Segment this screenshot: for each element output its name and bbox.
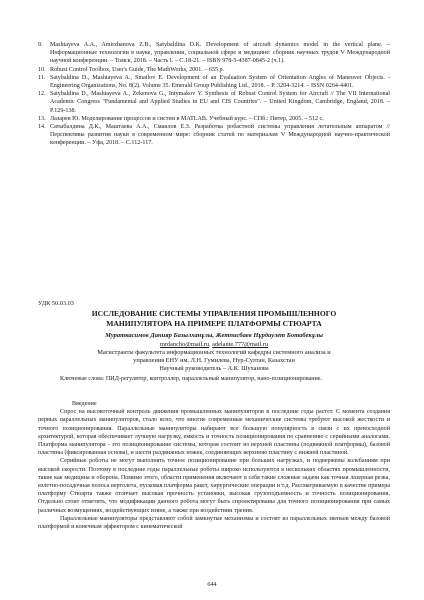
- authors: Мураткасимов Данияр Базылханұлы, Жетписбаев Нұрдаулет Ботабекұлы: [105, 332, 323, 339]
- reference-item: [38, 74, 390, 90]
- reference-number: 13.: [38, 115, 46, 122]
- author-emails: [38, 341, 390, 349]
- paragraph: Параллельные манипуляторы представляют собой замкнутые механизмы и состоят из параллельных звеньев между базовой платформой и конечным эффектором с кинематической: [38, 515, 390, 531]
- reference-number: 10.: [38, 66, 46, 73]
- keywords: Ключевые слова: ПИД-регулятор, контроллер, параллельный манипулятор, нано-позиционирование.: [60, 376, 322, 382]
- reference-number: 11.: [38, 74, 46, 81]
- reference-text: Mashtayeva A.A., Amirzhanova Z.B., Satybaldina D.K. Development of aircraft dynamics model in the vertical plane. – Информационные технологии в науке, управлении, социальной сфере и медицине: сборник научных трудов V Международной научной конференции. – Томск, 2018. – Часть I. – С.18-21. – ISBN 978-5-4387-0845-2 (ч.1).: [50, 42, 390, 65]
- paragraph: Серийные роботы не могут выполнять точное позиционирование при больших нагрузках, и подвержены колебаниям при высокой скорости. Поэтому в последние годы параллельные роботы широко используются в нескольких областях промышленности, такие как медицина и оборона. Помимо этого, области применения включают в себя такие сложные задачи как точная лазерная резка, взлетно-посадочная полоса вертолета, пусковая платформа ракет, хирургические операции и т.д. Рассматриваемую в качестве примера платформу Стюарта также отличает высокая прочность установки, высокая грузоподъемность и точность позиционирования. Отдельно стоит отметить, что модификации данного робота могут быть спроектированы для точного позиционирования при самых различных возмущениях, воздействующих извне, а также при воздействии трения.: [38, 458, 390, 514]
- article-title: [38, 309, 390, 328]
- email-separator: ,: [209, 341, 213, 348]
- paragraph: Спрос на высокоточный контроль движения промышленных манипуляторов в последние годы растет. С момента создания первых параллельных манипуляторов, стало ясно, что многие современные механические системы требуют высокой жесткости и точного позиционирования. Параллельные манипуляторы набирают все большую популярность в связи с их превосходной архитектурой, которая обеспечивает лучшую нагрузку, емкость и точность позиционирования по сравнению с серийными аналогами. Платформа манипулятора - это позиционирование системы, которая состоит из верхней пластины (подвижной платформы), базовой пластины (фиксированная основа), и шести раздвижных ножек, соединяющих верхнюю пластину с нижней пластиной.: [38, 409, 390, 457]
- affiliation-line: управления ЕНУ им. Л.Н. Гумилева, Нур-Султан, Казахстан: [133, 357, 295, 365]
- section-heading: Введение: [72, 401, 97, 407]
- reference-text: Satybaldina D., Mashtayeva A., Zekenova G., Intymakov Y. Synthesis of Robust Control System for Aircraft // The VII International Academic Congress "Fundamental and Applied Studies in EU and CIS Countries". – United Kingdom, Cambridge, England, 2018. – P.129-138.: [50, 91, 390, 114]
- article-body: [38, 400, 390, 531]
- article-title-line: МАНИПУЛЯТОРА НА ПРИМЕРЕ ПЛАТФОРМЫ СТЮАРТА: [106, 318, 322, 328]
- email-link[interactable]: adelante.777@mail.ru: [212, 341, 268, 348]
- page-number: 644: [207, 582, 217, 588]
- reference-item: [38, 41, 390, 66]
- reference-text: Robust Control Toolbox, User's Guide, The MathWorks, 2001. – 655 р.: [50, 66, 225, 73]
- reference-item: [38, 115, 390, 123]
- reference-item: [38, 123, 390, 148]
- reference-text: Сатыбалдина Д.К., Маштаева А.А., Смаилов Е.З. Разработка робастной системы управления летательным аппаратом // Перспективы развития науки в современном мире: сборник статей по материалам V Международной научно-практической конференции. – Уфа, 2018. – С.112-117.: [50, 124, 390, 147]
- reference-text: Satybaldina D., Mashtayeva A., Smailov E. Development of an Evaluation System of Orientation Angles of Maneuver Objects. - Engineering Organizations, No. 8(2). Volume 35. Emerald Group Publishing Ltd., 2018. – P. 3204-3214. – ISSN 0264-4401.: [50, 74, 390, 90]
- udc-code: УДК 50.03.03: [38, 300, 74, 307]
- supervisor: Научный руководитель – А.К. Шуханова: [159, 365, 269, 373]
- reference-text: Лазарев Ю. Моделирование процессов и систем в MATLAB. Учебный курс. – СПб.: Питер, 2005. – 512 с.: [50, 115, 324, 122]
- email-link[interactable]: mrdancho@mail.ru: [160, 341, 210, 348]
- reference-number: 14.: [38, 124, 46, 131]
- reference-number: 9.: [38, 42, 43, 48]
- reference-number: 12.: [38, 91, 46, 98]
- affiliation-line: Магистранты факультета информационных технологий кафедры системного анализа и: [97, 349, 331, 356]
- reference-item: [38, 66, 390, 74]
- reference-list: [38, 41, 390, 148]
- article-title-line: ИССЛЕДОВАНИЕ СИСТЕМЫ УПРАВЛЕНИЯ ПРОМЫШЛЕННОГО: [91, 309, 337, 318]
- reference-item: [38, 90, 390, 115]
- affiliation: [38, 349, 390, 374]
